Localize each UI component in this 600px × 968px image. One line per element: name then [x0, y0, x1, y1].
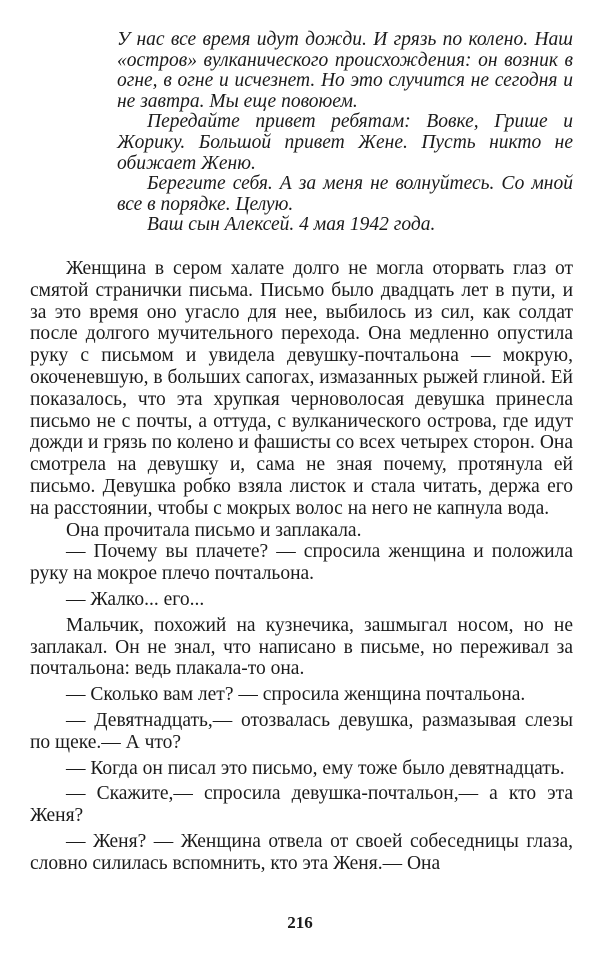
story-paragraph: Она прочитала письмо и заплакала.: [66, 519, 362, 541]
letter-paragraph: У нас все время идут дожди. И грязь по колено. Наш «остров» вулканического происхождения: он возник в огне, в огне и исчезнет. Но это случится не сегодня и не завтра. Мы еще повоюем.: [117, 29, 573, 112]
page-number: 216: [287, 913, 313, 932]
story-paragraph: — Девятнадцать,— отозвалась девушка, размазывая слезы по щеке.— А что?: [30, 709, 573, 753]
story-paragraph: — Женя? — Женщина отвела от своей собеседницы глаза, словно силилась вспомнить, кто эта Женя.— Она: [30, 830, 573, 874]
story-paragraph: — Почему вы плачете? — спросила женщина и положила руку на мокрое плечо почтальона.: [30, 541, 573, 585]
story-paragraph: — Когда он писал это письмо, ему тоже было девятнадцать.: [66, 757, 565, 779]
letter-paragraph: Передайте привет ребятам: Вовке, Грише и Жорику. Большой привет Жене. Пусть никто не обижает Женю.: [117, 111, 573, 174]
story-paragraph: — Сколько вам лет? — спросила женщина почтальона.: [66, 684, 526, 706]
letter-quote: [117, 30, 573, 236]
story-paragraph: — Жалко... его...: [66, 588, 205, 610]
letter-paragraph: Берегите себя. А за меня не волнуйтесь. Со мной все в порядке. Целую.: [117, 173, 573, 215]
story-paragraph: Женщина в сером халате долго не могла оторвать глаз от смятой странички письма. Письмо было двадцать лет в пути, и за это время оно угасло для нее, выбилось из сил, как солдат после долгого мучительного перехода. Она медленно опустила руку с письмом и увидела девушку-почтальона — мокрую, окоченевшую, в больших сапогах, измазанных рыжей глиной. Ей показалось, что эта хрупкая черноволосая девушка принесла письмо не с почты, а оттуда, с вулканического острова, где идут дожди и грязь по колено и фашисты со всех четырех сторон. Она смотрела на девушку и, сама не зная почему, протянула ей письмо. Девушка робко взяла листок и стала читать, держа его на расстоянии, чтобы с мокрых волос на него не капнула вода.: [30, 258, 573, 519]
letter-signature: Ваш сын Алексей. 4 мая 1942 года.: [147, 214, 436, 236]
story-paragraph: Мальчик, похожий на кузнечика, зашмыгал носом, но не заплакал. Он не знал, что написано в письме, но переживал за почтальона: ведь плакала-то она.: [30, 614, 573, 680]
story-text: [30, 258, 573, 875]
story-paragraph: — Скажите,— спросила девушка-почтальон,— а кто эта Женя?: [30, 783, 573, 827]
